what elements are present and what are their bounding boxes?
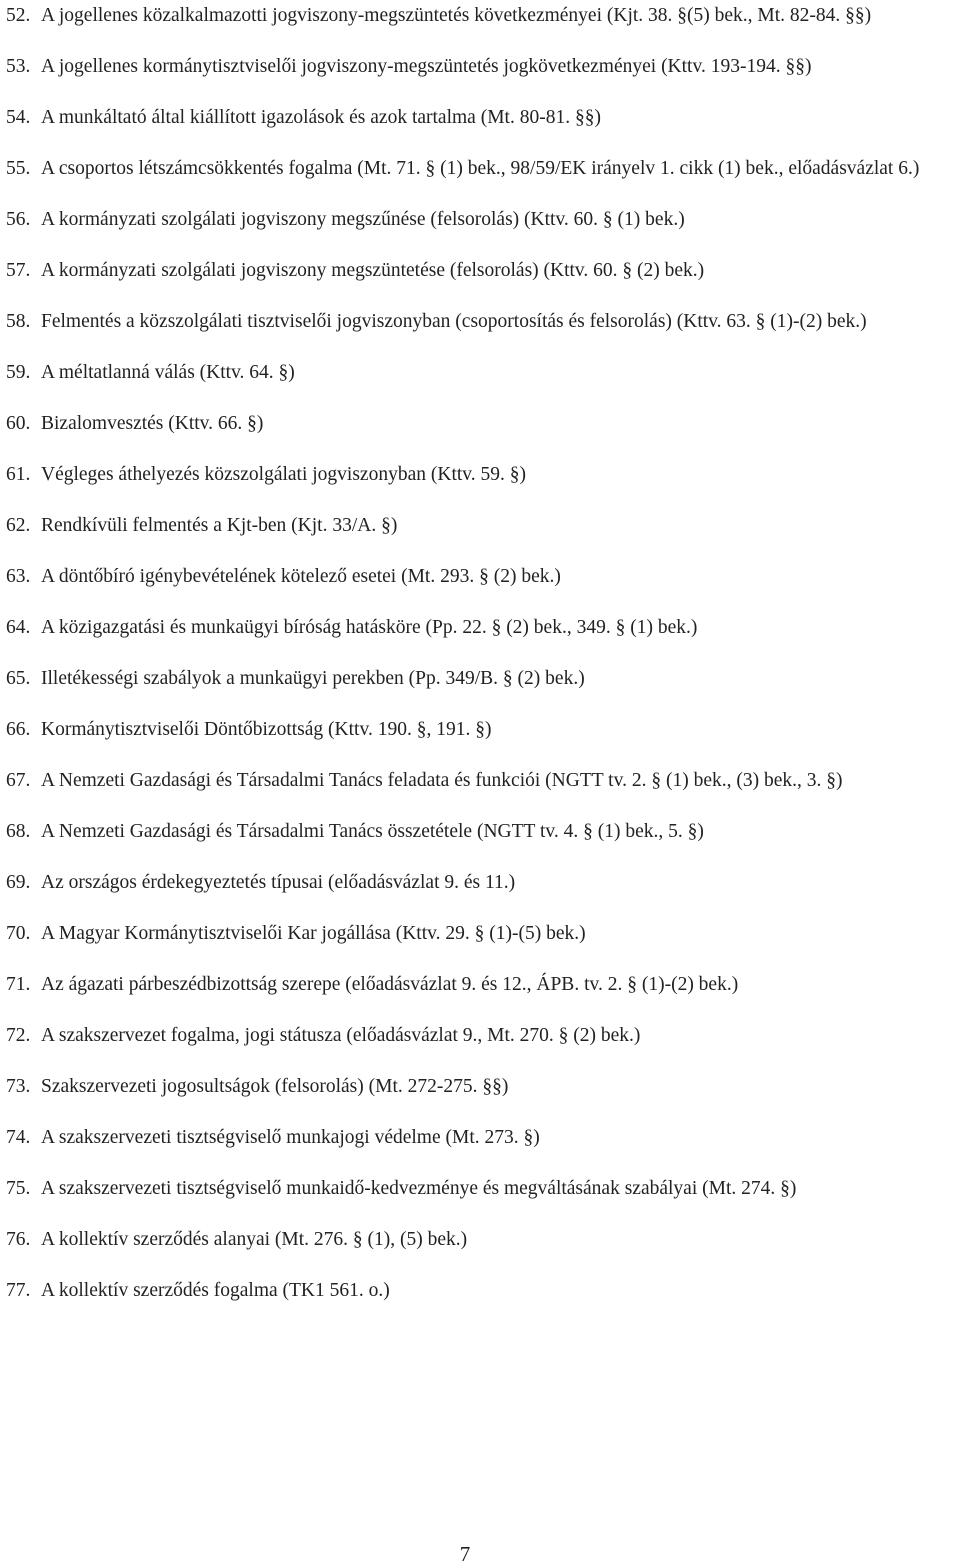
item-number: 71. bbox=[6, 974, 31, 995]
item-text: Kormánytisztviselői Döntőbizottság (Kttv. 190. §, 191. §) bbox=[41, 719, 492, 740]
item-number: 67. bbox=[6, 770, 31, 791]
item-number: 62. bbox=[6, 515, 31, 536]
item-number: 69. bbox=[6, 872, 31, 893]
topic-list bbox=[6, 0, 958, 1326]
list-item bbox=[6, 714, 958, 745]
item-number: 58. bbox=[6, 311, 31, 332]
item-number: 52. bbox=[6, 5, 31, 26]
item-number: 57. bbox=[6, 260, 31, 281]
item-number: 56. bbox=[6, 209, 31, 230]
list-item bbox=[6, 765, 958, 796]
item-number: 61. bbox=[6, 464, 31, 485]
item-text: Az ágazati párbeszédbizottság szerepe (előadásvázlat 9. és 12., ÁPB. tv. 2. § (1)-(2) bek.) bbox=[41, 974, 739, 995]
list-item bbox=[6, 510, 958, 541]
item-number: 63. bbox=[6, 566, 31, 587]
item-text: A kollektív szerződés fogalma (TK1 561. o.) bbox=[41, 1280, 390, 1301]
item-text: A csoportos létszámcsökkentés fogalma (Mt. 71. § (1) bek., 98/59/EK irányelv 1. cikk (1) bek., előadásvázlat 6.) bbox=[41, 158, 920, 179]
item-text: A Magyar Kormánytisztviselői Kar jogállása (Kttv. 29. § (1)-(5) bek.) bbox=[41, 923, 586, 944]
item-number: 77. bbox=[6, 1280, 31, 1301]
list-item bbox=[6, 102, 958, 133]
list-item bbox=[6, 1122, 958, 1153]
item-number: 74. bbox=[6, 1127, 31, 1148]
item-text: A közigazgatási és munkaügyi bíróság hatásköre (Pp. 22. § (2) bek., 349. § (1) bek.) bbox=[41, 617, 698, 638]
item-number: 76. bbox=[6, 1229, 31, 1250]
item-text: Az országos érdekegyeztetés típusai (előadásvázlat 9. és 11.) bbox=[41, 872, 516, 893]
item-text: Felmentés a közszolgálati tisztviselői jogviszonyban (csoportosítás és felsorolás) (Kttv. 63. § (1)-(2) bek.) bbox=[41, 311, 867, 332]
list-item bbox=[6, 1020, 958, 1051]
item-number: 68. bbox=[6, 821, 31, 842]
item-number: 73. bbox=[6, 1076, 31, 1097]
item-number: 66. bbox=[6, 719, 31, 740]
item-text: Rendkívüli felmentés a Kjt-ben (Kjt. 33/A. §) bbox=[41, 515, 398, 536]
list-item bbox=[6, 255, 958, 286]
item-text: Illetékességi szabályok a munkaügyi perekben (Pp. 349/B. § (2) bek.) bbox=[41, 668, 585, 689]
item-number: 54. bbox=[6, 107, 31, 128]
item-number: 72. bbox=[6, 1025, 31, 1046]
item-text: A jogellenes közalkalmazotti jogviszony-megszüntetés következményei (Kjt. 38. §(5) bek., Mt. 82-84. §§) bbox=[41, 5, 872, 26]
item-text: A szakszervezeti tisztségviselő munkaidő-kedvezménye és megváltásának szabályai (Mt. 274. §) bbox=[41, 1178, 797, 1199]
list-item bbox=[6, 816, 958, 847]
list-item bbox=[6, 867, 958, 898]
list-item bbox=[6, 918, 958, 949]
list-item bbox=[6, 204, 958, 235]
list-item bbox=[6, 459, 958, 490]
item-number: 60. bbox=[6, 413, 31, 434]
list-item bbox=[6, 306, 958, 337]
item-text: A méltatlanná válás (Kttv. 64. §) bbox=[41, 362, 295, 383]
item-text: A szakszervezet fogalma, jogi státusza (előadásvázlat 9., Mt. 270. § (2) bek.) bbox=[41, 1025, 641, 1046]
item-text: A jogellenes kormánytisztviselői jogviszony-megszüntetés jogkövetkezményei (Kttv. 193-194. §§) bbox=[41, 56, 812, 77]
item-number: 65. bbox=[6, 668, 31, 689]
list-item bbox=[6, 1173, 958, 1204]
list-item bbox=[6, 51, 958, 82]
item-text: A Nemzeti Gazdasági és Társadalmi Tanács feladata és funkciói (NGTT tv. 2. § (1) bek., (3) bek., 3. §) bbox=[41, 770, 843, 791]
item-text: A szakszervezeti tisztségviselő munkajogi védelme (Mt. 273. §) bbox=[41, 1127, 540, 1148]
item-text: A döntőbíró igénybevételének kötelező esetei (Mt. 293. § (2) bek.) bbox=[41, 566, 561, 587]
list-item bbox=[6, 0, 958, 31]
item-number: 64. bbox=[6, 617, 31, 638]
item-text: A kormányzati szolgálati jogviszony megszűnése (felsorolás) (Kttv. 60. § (1) bek.) bbox=[41, 209, 685, 230]
list-item bbox=[6, 1275, 958, 1306]
list-item bbox=[6, 1224, 958, 1255]
list-item bbox=[6, 408, 958, 439]
item-text: A kormányzati szolgálati jogviszony megszüntetése (felsorolás) (Kttv. 60. § (2) bek.) bbox=[41, 260, 705, 281]
item-number: 75. bbox=[6, 1178, 31, 1199]
list-item bbox=[6, 153, 958, 184]
page-number: 7 bbox=[459, 1542, 471, 1566]
item-text: A munkáltató által kiállított igazolások és azok tartalma (Mt. 80-81. §§) bbox=[41, 107, 601, 128]
item-text: A kollektív szerződés alanyai (Mt. 276. § (1), (5) bek.) bbox=[41, 1229, 468, 1250]
list-item bbox=[6, 561, 958, 592]
item-text: Bizalomvesztés (Kttv. 66. §) bbox=[41, 413, 264, 434]
item-number: 53. bbox=[6, 56, 31, 77]
item-text: A Nemzeti Gazdasági és Társadalmi Tanács összetétele (NGTT tv. 4. § (1) bek., 5. §) bbox=[41, 821, 704, 842]
list-item bbox=[6, 969, 958, 1000]
item-number: 55. bbox=[6, 158, 31, 179]
item-number: 70. bbox=[6, 923, 31, 944]
item-text: Szakszervezeti jogosultságok (felsorolás) (Mt. 272-275. §§) bbox=[41, 1076, 509, 1097]
list-item bbox=[6, 1071, 958, 1102]
item-text: Végleges áthelyezés közszolgálati jogviszonyban (Kttv. 59. §) bbox=[41, 464, 527, 485]
list-item bbox=[6, 663, 958, 694]
list-item bbox=[6, 357, 958, 388]
item-number: 59. bbox=[6, 362, 31, 383]
list-item bbox=[6, 612, 958, 643]
